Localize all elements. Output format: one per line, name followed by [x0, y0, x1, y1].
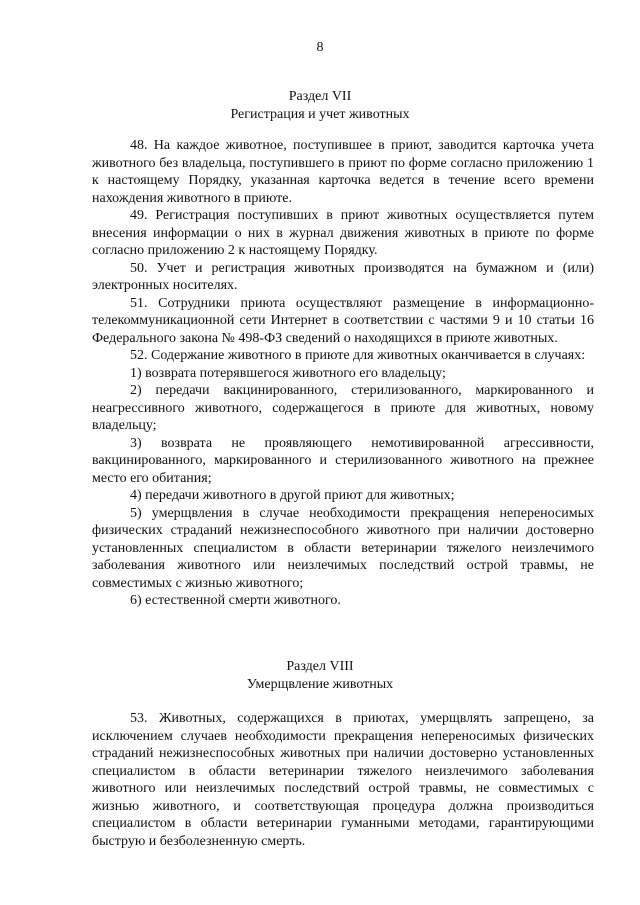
- page-number: 8: [316, 40, 324, 55]
- paragraph: 49. Регистрация поступивших в приют животных осуществляется путем внесения информации о них в журнал движения животных в приюте по форме согласно приложению 2 к настоящему Порядку.: [92, 208, 594, 258]
- list-item: 3) возврата не проявляющего немотивированной агрессивности, вакцинированного, маркированного и стерилизованного животного на прежнее место его обитания;: [92, 435, 594, 486]
- paragraph: 48. На каждое животное, поступившее в приют, заводится карточка учета животного без владельца, поступившего в приют по форме согласно приложению 1 к настоящему Порядку, указанная карточка ведется в течение всего времени нахождения животного в приюте.: [92, 138, 594, 206]
- section-heading-8: [0, 658, 640, 694]
- paragraph: 50. Учет и регистрация животных производятся на бумажном и (или) электронных носителях.: [92, 260, 594, 293]
- list-item: 4) передачи животного в другой приют для животных;: [130, 488, 455, 503]
- section-8-body: [92, 710, 594, 850]
- list-item: 1) возврата потерявшегося животного его владельцу;: [130, 365, 446, 381]
- section-title: Регистрация и учет животных: [230, 107, 410, 122]
- section-7-body: [92, 137, 594, 610]
- section-heading-7: [0, 88, 640, 124]
- paragraph: 51. Сотрудники приюта осуществляют размещение в информационно-телекоммуникационной сети Интернет в соответствии с частями 9 и 10 статьи 16 Федерального закона № 498-ФЗ сведений о находящихся в приюте животных.: [92, 295, 594, 346]
- section-title: Умерщвление животных: [246, 677, 394, 692]
- paragraph: 52. Содержание животного в приюте для животных оканчивается в случаях:: [130, 348, 586, 363]
- list-item: 5) умерщвления в случае необходимости прекращения непереносимых физических страданий нежизнеспособного животного при наличии достоверно установленных специалистом в области ветеринарии тяжелого неизлечимого заболевания животного или неизлечимых последствий острой травмы, не совместимых с жизнью животного;: [92, 505, 594, 591]
- section-number: Раздел VIII: [286, 659, 354, 674]
- list-item: 6) естественной смерти животного.: [130, 593, 341, 608]
- list-item: 2) передачи вакцинированного, стерилизованного, маркированного и неагрессивного животного, содержащегося в приюте для животных, новому владельцу;: [92, 383, 594, 433]
- section-number: Раздел VII: [288, 89, 352, 104]
- paragraph: 53. Животных, содержащихся в приютах, умерщвлять запрещено, за исключением случаев необходимости прекращения непереносимых физических страданий нежизнеспособных животных при наличии достоверно установленных специалистом в области ветеринарии тяжелого неизлечимого заболевания животного или неизлечимых последствий острой травмы, не совместимых с жизнью животного, и соответствующая процедура должна производиться специалистом в области ветеринарии гуманными методами, гарантирующими быструю и безболезненную смерть.: [92, 711, 594, 849]
